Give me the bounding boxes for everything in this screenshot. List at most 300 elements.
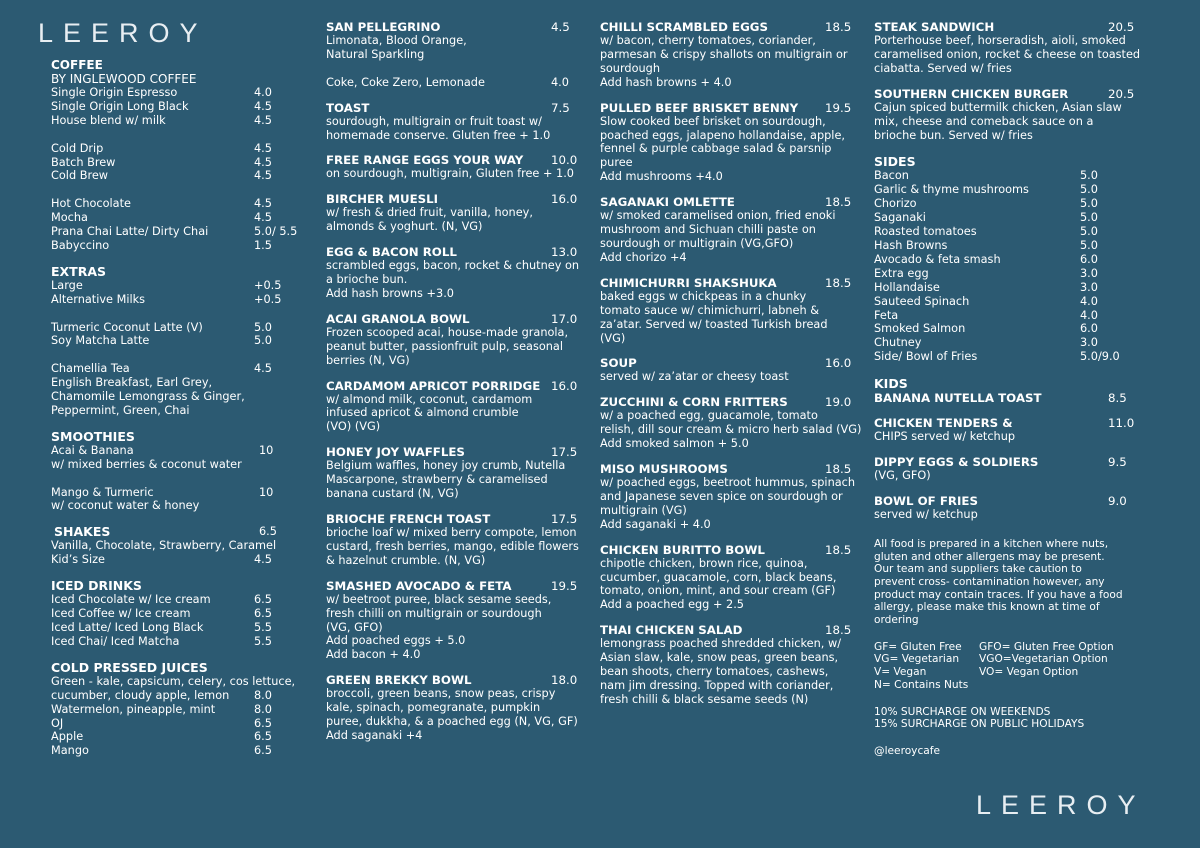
- menu-description: brioche loaf w/ mixed berry compote, lemon: [326, 526, 577, 540]
- smoothie-name: Acai & Banana: [51, 443, 134, 457]
- tea-row: [51, 362, 281, 376]
- menu-item: [600, 101, 862, 185]
- menu-description: Asian slaw, kale, snow peas, green beans,: [600, 651, 839, 665]
- smoothie-row: [51, 444, 281, 458]
- juice-item-row: [51, 703, 281, 717]
- menu-description: relish, dill sour cream & micro herb salad (VG): [600, 423, 862, 437]
- extra-item-row: [51, 279, 281, 293]
- menu-heading: [326, 312, 586, 326]
- side-name: Roasted tomatoes: [874, 225, 977, 239]
- menu-title: THAI CHICKEN SALAD: [600, 623, 743, 638]
- kids-menu-title: DIPPY EGGS & SOLDIERS: [874, 455, 1039, 470]
- iced-drink-item-name: Iced Coffee w/ Ice cream: [51, 607, 191, 621]
- spacer: [326, 62, 586, 76]
- kids-menu-item: [874, 391, 1144, 405]
- menu-heading: [874, 20, 1144, 34]
- menu-heading: [600, 395, 862, 409]
- menu-description: w/ bacon, cherry tomatoes, coriander,: [600, 34, 816, 47]
- menu-addon: Add chorizo +4: [600, 250, 687, 264]
- menu-price: 16.0: [551, 378, 578, 393]
- coffee-item-row: [51, 86, 281, 100]
- menu-description: mix, cheese and comeback sauce on a: [874, 114, 1094, 128]
- menu-price: 13.0: [551, 245, 578, 260]
- juice-item-row: [51, 730, 281, 744]
- menu-heading: [326, 192, 586, 206]
- extra-item-name: Large: [51, 278, 83, 292]
- hot-drink-item-price: 4.5: [254, 197, 272, 211]
- menu-subitem-price: 4.0: [551, 75, 569, 89]
- menu-price: 18.5: [825, 275, 852, 290]
- menu-addon: Add smoked salmon + 5.0: [600, 437, 749, 451]
- legend-row: [874, 679, 1144, 692]
- side-price: 5.0: [1080, 211, 1098, 225]
- side-row: [874, 267, 1144, 281]
- menu-description: fennel & purple cabbage salad & parsnip: [600, 142, 832, 156]
- juice-item-row: [51, 744, 281, 758]
- side-price: 6.0: [1080, 252, 1098, 266]
- coffee-subtitle: BY INGLEWOOD COFFEE: [51, 72, 197, 86]
- side-price: 5.0: [1080, 197, 1098, 211]
- menu-description: Limonata, Blood Orange,: [326, 34, 467, 47]
- hot-drink-item-row: [51, 239, 281, 253]
- cold-coffee-item-name: Cold Brew: [51, 169, 109, 183]
- shakes-price: 6.5: [259, 525, 277, 539]
- menu-title: HONEY JOY WAFFLES: [326, 445, 465, 460]
- legend-row: [874, 666, 1144, 679]
- side-name: Sauteed Spinach: [874, 294, 970, 308]
- menu-title: SAN PELLEGRINO: [326, 20, 441, 34]
- menu-item: [600, 20, 862, 90]
- section-title-sides: SIDES: [874, 154, 916, 170]
- latte-item-price: 5.0: [254, 334, 272, 348]
- menu-item: [874, 87, 1144, 143]
- coffee-item-price: 4.0: [254, 86, 272, 99]
- section-title-smoothies: SMOOTHIES: [51, 428, 135, 444]
- side-name: Hollandaise: [874, 280, 940, 294]
- iced-drink-item-row: [51, 621, 281, 635]
- menu-description: chipotle chicken, brown rice, quinoa,: [600, 556, 808, 570]
- cold-coffee-item-row: [51, 142, 281, 156]
- menu-price: 16.0: [551, 192, 578, 207]
- menu-heading: [326, 101, 586, 115]
- menu-description: za’atar. Served w/ toasted Turkish bread: [600, 317, 828, 331]
- shake-item-name: Vanilla, Chocolate, Strawberry, Caramel: [51, 539, 277, 553]
- side-name: Garlic & thyme mushrooms: [874, 183, 1029, 197]
- menu-description: infused apricot & almond crumble: [326, 406, 519, 420]
- menu-item: [326, 445, 586, 501]
- hot-drink-item-row: [51, 211, 281, 225]
- menu-description: w/ smoked caramelised onion, fried enoki: [600, 209, 836, 223]
- side-name: Hash Browns: [874, 238, 948, 252]
- menu-description: homemade conserve. Gluten free + 1.0: [326, 128, 551, 142]
- hot-drink-item-row: [51, 225, 298, 239]
- menu-description: sourdough, multigrain or fruit toast w/: [326, 114, 542, 128]
- menu-title: MISO MUSHROOMS: [600, 462, 728, 477]
- menu-addon: Add saganaki + 4.0: [600, 517, 711, 531]
- menu-title: FREE RANGE EGGS YOUR WAY: [326, 153, 524, 168]
- extra-item-price: +0.5: [254, 292, 282, 306]
- menu-addon: Add hash browns +3.0: [326, 286, 454, 300]
- menu-description: Cajun spiced buttermilk chicken, Asian slaw: [874, 100, 1122, 114]
- iced-drink-item-row: [51, 635, 281, 649]
- kids-menu-heading: [874, 455, 1144, 469]
- allergen-note-line: prevent cross- contamination however, any: [874, 575, 1105, 588]
- menu-title: SOUTHERN CHICKEN BURGER: [874, 86, 1069, 101]
- menu-price: 18.5: [825, 195, 852, 210]
- tea-price: 4.5: [254, 362, 272, 376]
- menu-item: [326, 512, 586, 568]
- menu-description: custard, fresh berries, mango, edible flowers: [326, 539, 579, 553]
- side-row: [874, 225, 1144, 239]
- menu-description: poached eggs, jalapeno hollandaise, apple,: [600, 128, 845, 142]
- menu-addon: Add hash browns + 4.0: [600, 75, 732, 89]
- side-row: [874, 183, 1144, 197]
- menu-title: STEAK SANDWICH: [874, 20, 995, 34]
- menu-description: a brioche bun.: [326, 273, 408, 287]
- brand-logo-bottom: LEEROY: [976, 790, 1146, 820]
- section-title-iced-drinks: ICED DRINKS: [51, 578, 142, 594]
- kids-menu-title: BOWL OF FRIES: [874, 493, 978, 508]
- coffee-item-price: 4.5: [254, 113, 272, 127]
- menu-price: 20.5: [1108, 86, 1135, 101]
- side-row: [874, 295, 1144, 309]
- side-name: Chorizo: [874, 197, 917, 211]
- kids-menu-description: CHIPS served w/ ketchup: [874, 430, 1016, 444]
- menu-title: PULLED BEEF BRISKET BENNY: [600, 100, 799, 115]
- juice-item-name: Apple: [51, 730, 84, 744]
- legend-row: [874, 641, 1144, 654]
- menu-heading: [600, 623, 862, 637]
- menu-description: bean shoots, cherry tomatoes, cashews,: [600, 665, 829, 679]
- social-handle: @leeroycafe: [874, 744, 941, 757]
- menu-price: 7.5: [551, 100, 570, 115]
- latte-item-row: [51, 321, 281, 335]
- extra-item-row: [51, 293, 281, 307]
- menu-description: nam jim dressing. Topped with coriander,: [600, 679, 834, 692]
- cold-coffee-item-name: Batch Brew: [51, 155, 116, 169]
- coffee-item-row: [51, 114, 281, 128]
- side-name: Smoked Salmon: [874, 322, 966, 336]
- menu-addon: Add saganaki +4: [326, 728, 423, 742]
- side-name: Feta: [874, 308, 899, 322]
- menu-title: CHICKEN BURITTO BOWL: [600, 542, 765, 557]
- tea-desc: Peppermint, Green, Chai: [51, 403, 190, 417]
- coffee-item-price: 4.5: [254, 99, 272, 113]
- side-price: 3.0: [1080, 336, 1098, 350]
- side-name: Chutney: [874, 336, 922, 350]
- extra-item-price: +0.5: [254, 278, 282, 292]
- section-title-shakes: [51, 524, 281, 539]
- side-name: Bacon: [874, 169, 909, 183]
- menu-description: (VG): [600, 331, 626, 345]
- menu-heading: [326, 245, 586, 259]
- latte-item-name: Soy Matcha Latte: [51, 334, 150, 348]
- side-row: [874, 253, 1144, 267]
- brand-logo-top: LEEROY: [38, 18, 208, 48]
- menu-description: w/ almond milk, coconut, cardamom: [326, 392, 533, 406]
- side-price: 5.0: [1080, 169, 1098, 183]
- iced-drink-item-name: Iced Chocolate w/ Ice cream: [51, 593, 211, 607]
- menu-title: GREEN BREKKY BOWL: [326, 673, 472, 688]
- menu-title: CHILLI SCRAMBLED EGGS: [600, 20, 768, 34]
- juice-item-row: [51, 689, 281, 703]
- menu-heading: [326, 445, 586, 459]
- menu-description: multigrain (VG): [600, 503, 687, 517]
- side-name: Side/ Bowl of Fries: [874, 350, 978, 364]
- legend-key: V= Vegan: [874, 666, 927, 679]
- menu-column-mains: [600, 20, 862, 707]
- side-name: Extra egg: [874, 266, 929, 280]
- menu-addon: Add bacon + 4.0: [326, 648, 421, 662]
- juice-item-price: 8.0: [254, 688, 272, 702]
- kids-menu-price: 9.0: [1108, 493, 1127, 508]
- juice-item-row: [51, 717, 281, 731]
- iced-drink-item-name: Iced Chai/ Iced Matcha: [51, 634, 180, 648]
- coffee-item-row: [51, 100, 281, 114]
- menu-description: puree, dukkha, & a poached egg (N, VG, GF): [326, 715, 578, 729]
- menu-price: 18.0: [551, 673, 578, 688]
- menu-item: [600, 356, 862, 384]
- juice-item-price: 6.5: [254, 744, 272, 758]
- side-row: [874, 211, 1144, 225]
- smoothie-name: Mango & Turmeric: [51, 485, 154, 499]
- menu-heading: [874, 87, 1144, 101]
- menu-description: caramelised onion, rocket & cheese on toasted: [874, 47, 1141, 61]
- tea-desc: English Breakfast, Earl Grey,: [51, 376, 213, 390]
- menu-price: 17.5: [551, 512, 578, 527]
- legend-key: VG= Vegetarian: [874, 653, 960, 666]
- menu-description: almonds & yoghurt. (N, VG): [326, 220, 483, 234]
- menu-item: [600, 276, 862, 346]
- menu-addon: Add mushrooms +4.0: [600, 170, 723, 184]
- menu-description: cucumber, guacamole, corn, black beans,: [600, 570, 837, 584]
- menu-item: [326, 579, 586, 663]
- side-price: 3.0: [1080, 280, 1098, 294]
- section-title-extras: EXTRAS: [51, 263, 107, 279]
- menu-heading: [326, 579, 586, 593]
- iced-drink-item-row: [51, 607, 281, 621]
- menu-item: [326, 192, 586, 234]
- kids-menu-heading: [874, 391, 1144, 405]
- kids-menu-heading: [874, 416, 1144, 430]
- menu-heading: [326, 673, 586, 687]
- menu-item: [326, 673, 586, 743]
- kids-menu-price: 8.5: [1108, 391, 1127, 406]
- menu-heading: [326, 512, 586, 526]
- juice-item-name: Green - kale, capsicum, celery, cos lettuce,: [51, 674, 296, 688]
- hot-drink-item-price: 1.5: [254, 238, 272, 252]
- menu-price: 4.5: [551, 20, 570, 34]
- hot-drink-item-name: Prana Chai Latte/ Dirty Chai: [51, 225, 209, 239]
- allergen-note-line: product may contain traces. If you have a food: [874, 588, 1123, 601]
- latte-item-name: Turmeric Coconut Latte (V): [51, 320, 203, 334]
- menu-column-drinks: [51, 58, 298, 758]
- menu-price: 16.0: [825, 356, 852, 371]
- menu-description: brioche bun. Served w/ fries: [874, 128, 1033, 142]
- menu-description: tomato sauce w/ chimichurri, labneh &: [600, 303, 820, 317]
- cold-coffee-item-price: 4.5: [254, 155, 272, 169]
- side-row: [874, 336, 1144, 350]
- coffee-item-name: Single Origin Espresso: [51, 86, 178, 99]
- side-price: 3.0: [1080, 266, 1098, 280]
- side-name: Avocado & feta smash: [874, 252, 1001, 266]
- smoothie-row: [51, 486, 281, 500]
- menu-item: [874, 20, 1144, 76]
- juice-item-price: 6.5: [254, 716, 272, 730]
- legend-key: N= Contains Nuts: [874, 678, 969, 691]
- menu-description: puree: [600, 156, 633, 170]
- menu-title: SMASHED AVOCADO & FETA: [326, 578, 512, 593]
- cold-coffee-item-price: 4.5: [254, 141, 272, 155]
- side-price: 5.0: [1080, 183, 1098, 197]
- menu-price: 19.0: [825, 395, 852, 410]
- side-row: [874, 169, 1144, 183]
- menu-price: 20.5: [1108, 20, 1135, 34]
- menu-title: BIRCHER MUESLI: [326, 192, 439, 207]
- menu-price: 19.5: [825, 100, 852, 115]
- hot-drink-item-row: [51, 197, 281, 211]
- latte-item-row: [51, 334, 281, 348]
- menu-description: w/ a poached egg, guacamole, tomato: [600, 409, 818, 423]
- menu-description: parmesan & crispy shallots on multigrain or: [600, 47, 848, 61]
- legend-key: GF= Gluten Free: [874, 640, 962, 653]
- juice-item-name: Watermelon, pineapple, mint: [51, 702, 216, 716]
- smoothie-price: 10: [259, 485, 274, 499]
- menu-heading: [600, 20, 862, 34]
- surcharge-line: 10% SURCHARGE ON WEEKENDS: [874, 705, 1051, 718]
- menu-title: ACAI GRANOLA BOWL: [326, 311, 470, 326]
- cold-coffee-item-row: [51, 156, 281, 170]
- hot-drink-item-name: Hot Chocolate: [51, 197, 131, 211]
- hot-drink-item-name: Mocha: [51, 211, 88, 225]
- smoothie-desc: w/ mixed berries & coconut water: [51, 457, 242, 471]
- menu-title: TOAST: [326, 100, 370, 115]
- hot-drink-item-name: Babyccino: [51, 238, 110, 252]
- surcharge-line: 15% SURCHARGE ON PUBLIC HOLIDAYS: [874, 718, 1085, 731]
- menu-description: ciabatta. Served w/ fries: [874, 61, 1012, 75]
- menu-title: CHIMICHURRI SHAKSHUKA: [600, 275, 777, 290]
- menu-description: sourdough or multigrain (VG,GFO): [600, 236, 794, 250]
- hot-drink-item-price: 5.0/ 5.5: [254, 225, 298, 239]
- menu-description: on sourdough, multigrain, Gluten free + 1.0: [326, 167, 574, 181]
- menu-description: and Japanese seven spice on sourdough or: [600, 489, 843, 503]
- allergen-note-line: ordering: [874, 614, 919, 627]
- menu-subitem-name: Coke, Coke Zero, Lemonade: [326, 75, 485, 89]
- menu-price: 18.5: [825, 462, 852, 477]
- iced-drink-item-row: [51, 593, 281, 607]
- spacer: [51, 472, 281, 486]
- juice-item-price: 6.5: [254, 730, 272, 744]
- menu-item: [600, 395, 862, 451]
- kids-menu-item: [874, 455, 1144, 483]
- menu-item: [600, 462, 862, 532]
- menu-description: broccoli, green beans, snow peas, crispy: [326, 687, 556, 701]
- smoothie-desc: w/ coconut water & honey: [51, 499, 200, 513]
- kids-menu-description: (VG, GFO): [874, 469, 931, 483]
- menu-description: fresh chilli on multigrain or sourdough: [326, 606, 542, 620]
- allergen-note-line: allergy, please make this known at time of: [874, 601, 1100, 614]
- menu-heading: [326, 20, 586, 34]
- menu-price: 18.5: [825, 542, 852, 557]
- extra-item-name: Alternative Milks: [51, 292, 146, 306]
- menu-description: Natural Sparkling: [326, 47, 425, 61]
- menu-description: berries (N, VG): [326, 353, 410, 367]
- legend-key: VGO=Vegetarian Option: [979, 653, 1108, 666]
- iced-drink-item-price: 5.5: [254, 621, 272, 635]
- menu-item: [600, 623, 862, 707]
- menu-subitem: [326, 76, 586, 90]
- menu-price: 10.0: [551, 153, 578, 168]
- side-row: [874, 322, 1144, 336]
- menu-heading: [600, 462, 862, 476]
- menu-description: Belgium waffles, honey joy crumb, Nutella: [326, 459, 566, 473]
- menu-description: banana custard (N, VG): [326, 487, 459, 501]
- kids-menu-title: BANANA NUTELLA TOAST: [874, 391, 1042, 406]
- coffee-item-name: House blend w/ milk: [51, 113, 166, 127]
- menu-description: scrambled eggs, bacon, rocket & chutney on: [326, 259, 580, 273]
- allergen-note-line: All food is prepared in a kitchen where nuts,: [874, 537, 1109, 550]
- menu-description: w/ fresh & dried fruit, vanilla, honey,: [326, 206, 533, 220]
- hot-drink-item-price: 4.5: [254, 211, 272, 225]
- menu-description: (VO) (VG): [326, 420, 381, 434]
- kids-menu-heading: [874, 494, 1144, 508]
- menu-description: fresh chilli & black sesame seeds (N): [600, 692, 809, 706]
- menu-item: [326, 312, 586, 368]
- menu-description: served w/ za’atar or cheesy toast: [600, 370, 789, 384]
- kids-menu-price: 11.0: [1108, 416, 1135, 431]
- side-price: 4.0: [1080, 294, 1098, 308]
- tea-desc: Chamomile Lemongrass & Ginger,: [51, 390, 245, 404]
- side-row: [874, 350, 1144, 364]
- section-title-kids: KIDS: [874, 376, 908, 392]
- shake-item-row: [51, 553, 281, 567]
- side-price: 5.0/9.0: [1080, 350, 1120, 364]
- cold-coffee-item-row: [51, 169, 281, 183]
- shake-item-row: [51, 539, 281, 553]
- kids-menu-item: [874, 416, 1144, 444]
- menu-item: [326, 101, 586, 143]
- juice-item-row: [51, 674, 296, 689]
- legend-key: GFO= Gluten Free Option: [979, 640, 1114, 653]
- coffee-item-name: Single Origin Long Black: [51, 99, 189, 113]
- menu-title: SOUP: [600, 356, 637, 371]
- side-row: [874, 197, 1144, 211]
- iced-drink-item-price: 5.5: [254, 634, 272, 648]
- menu-column-lunch-sides: [874, 20, 1144, 758]
- menu-heading: [600, 276, 862, 290]
- allergen-note-line: gluten and other allergens may be present.: [874, 550, 1105, 563]
- menu-description: Porterhouse beef, horseradish, aioli, smoked: [874, 34, 1126, 47]
- side-row: [874, 309, 1144, 323]
- juice-item-price: 8.0: [254, 702, 272, 716]
- juice-item-name: Mango: [51, 744, 89, 758]
- tea-name: Chamellia Tea: [51, 362, 130, 376]
- menu-price: 19.5: [551, 578, 578, 593]
- shake-item-price: 4.5: [254, 553, 272, 567]
- menu-description: kale, spinach, pomegranate, pumpkin: [326, 701, 541, 715]
- legend-row: [874, 653, 1144, 666]
- menu-item: [600, 195, 862, 265]
- menu-heading: [600, 356, 862, 370]
- menu-description: mushroom and Sichuan chilli paste on: [600, 223, 816, 237]
- menu-item: [326, 153, 586, 181]
- side-price: 4.0: [1080, 308, 1098, 322]
- kids-menu-description: served w/ ketchup: [874, 507, 978, 521]
- smoothie-price: 10: [259, 443, 274, 457]
- menu-item: [326, 20, 586, 90]
- menu-heading: [326, 153, 586, 167]
- menu-item: [326, 245, 586, 301]
